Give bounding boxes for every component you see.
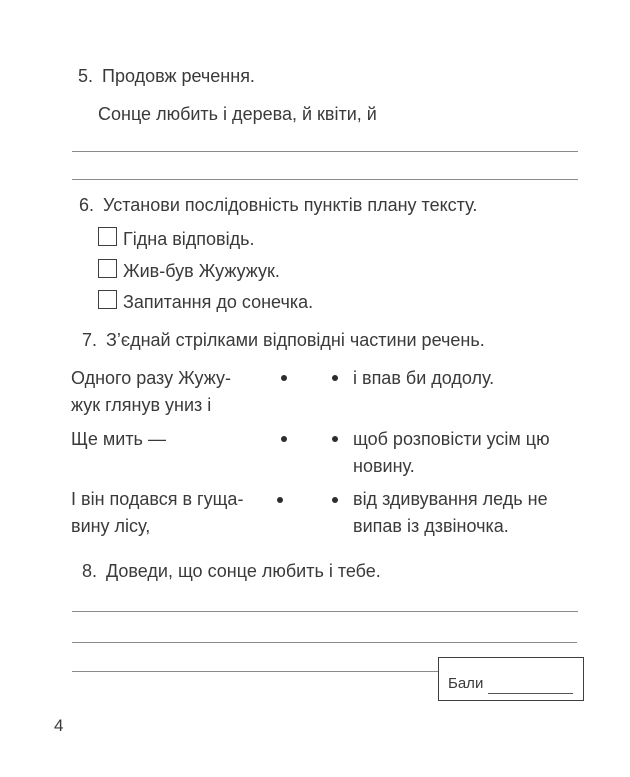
question-6-number: 6. xyxy=(79,195,95,215)
match-dot-left[interactable] xyxy=(281,375,287,381)
match-right-text: від здивування ледь не випав із дзвіночка. xyxy=(353,489,548,536)
match-left-text: Ще мить — xyxy=(71,429,166,449)
match-left-text: Одного разу Жужу- жук глянув униз і xyxy=(71,368,231,415)
answer-line[interactable] xyxy=(72,671,438,672)
page-number: 4 xyxy=(54,716,64,735)
score-box xyxy=(438,657,584,701)
question-8-header xyxy=(82,561,381,582)
question-5-title: Продовж речення. xyxy=(102,66,255,86)
question-5-header xyxy=(78,66,255,87)
sequence-item-label: Запитання до сонечка. xyxy=(123,292,314,312)
question-6-title: Установи послідовність пунктів плану тексту. xyxy=(103,195,478,215)
sequence-checkbox[interactable] xyxy=(98,259,117,278)
score-blank-line[interactable] xyxy=(488,693,573,694)
sequence-checkbox[interactable] xyxy=(98,227,117,246)
match-left-text: І він подався в гуща- вину лісу, xyxy=(71,489,244,536)
question-7-title: З’єднай стрілками відповідні частини речень. xyxy=(106,330,485,350)
match-dot-left[interactable] xyxy=(281,436,287,442)
answer-line[interactable] xyxy=(72,642,577,643)
match-dot-left[interactable] xyxy=(277,497,283,503)
match-dot-right[interactable] xyxy=(332,375,338,381)
question-7-header xyxy=(82,330,485,351)
sequence-item-label: Гідна відповідь. xyxy=(123,229,255,249)
match-right-text: і впав би додолу. xyxy=(353,368,495,388)
match-right-text: щоб розповісти усім цю новину. xyxy=(353,429,550,476)
question-8-title: Доведи, що сонце любить і тебе. xyxy=(106,561,381,581)
score-label: Бали xyxy=(448,675,484,692)
question-8-number: 8. xyxy=(82,561,98,581)
match-dot-right[interactable] xyxy=(332,497,338,503)
question-7-number: 7. xyxy=(82,330,98,350)
question-5-number: 5. xyxy=(78,66,94,86)
question-5-prompt: Сонце любить і дерева, й квіти, й xyxy=(98,104,377,124)
question-6-header xyxy=(79,195,477,216)
sequence-item-label: Жив-був Жужужук. xyxy=(123,261,280,281)
sequence-checkbox[interactable] xyxy=(98,290,117,309)
answer-line[interactable] xyxy=(72,151,578,152)
answer-line[interactable] xyxy=(72,179,578,180)
answer-line[interactable] xyxy=(72,611,578,612)
match-dot-right[interactable] xyxy=(332,436,338,442)
